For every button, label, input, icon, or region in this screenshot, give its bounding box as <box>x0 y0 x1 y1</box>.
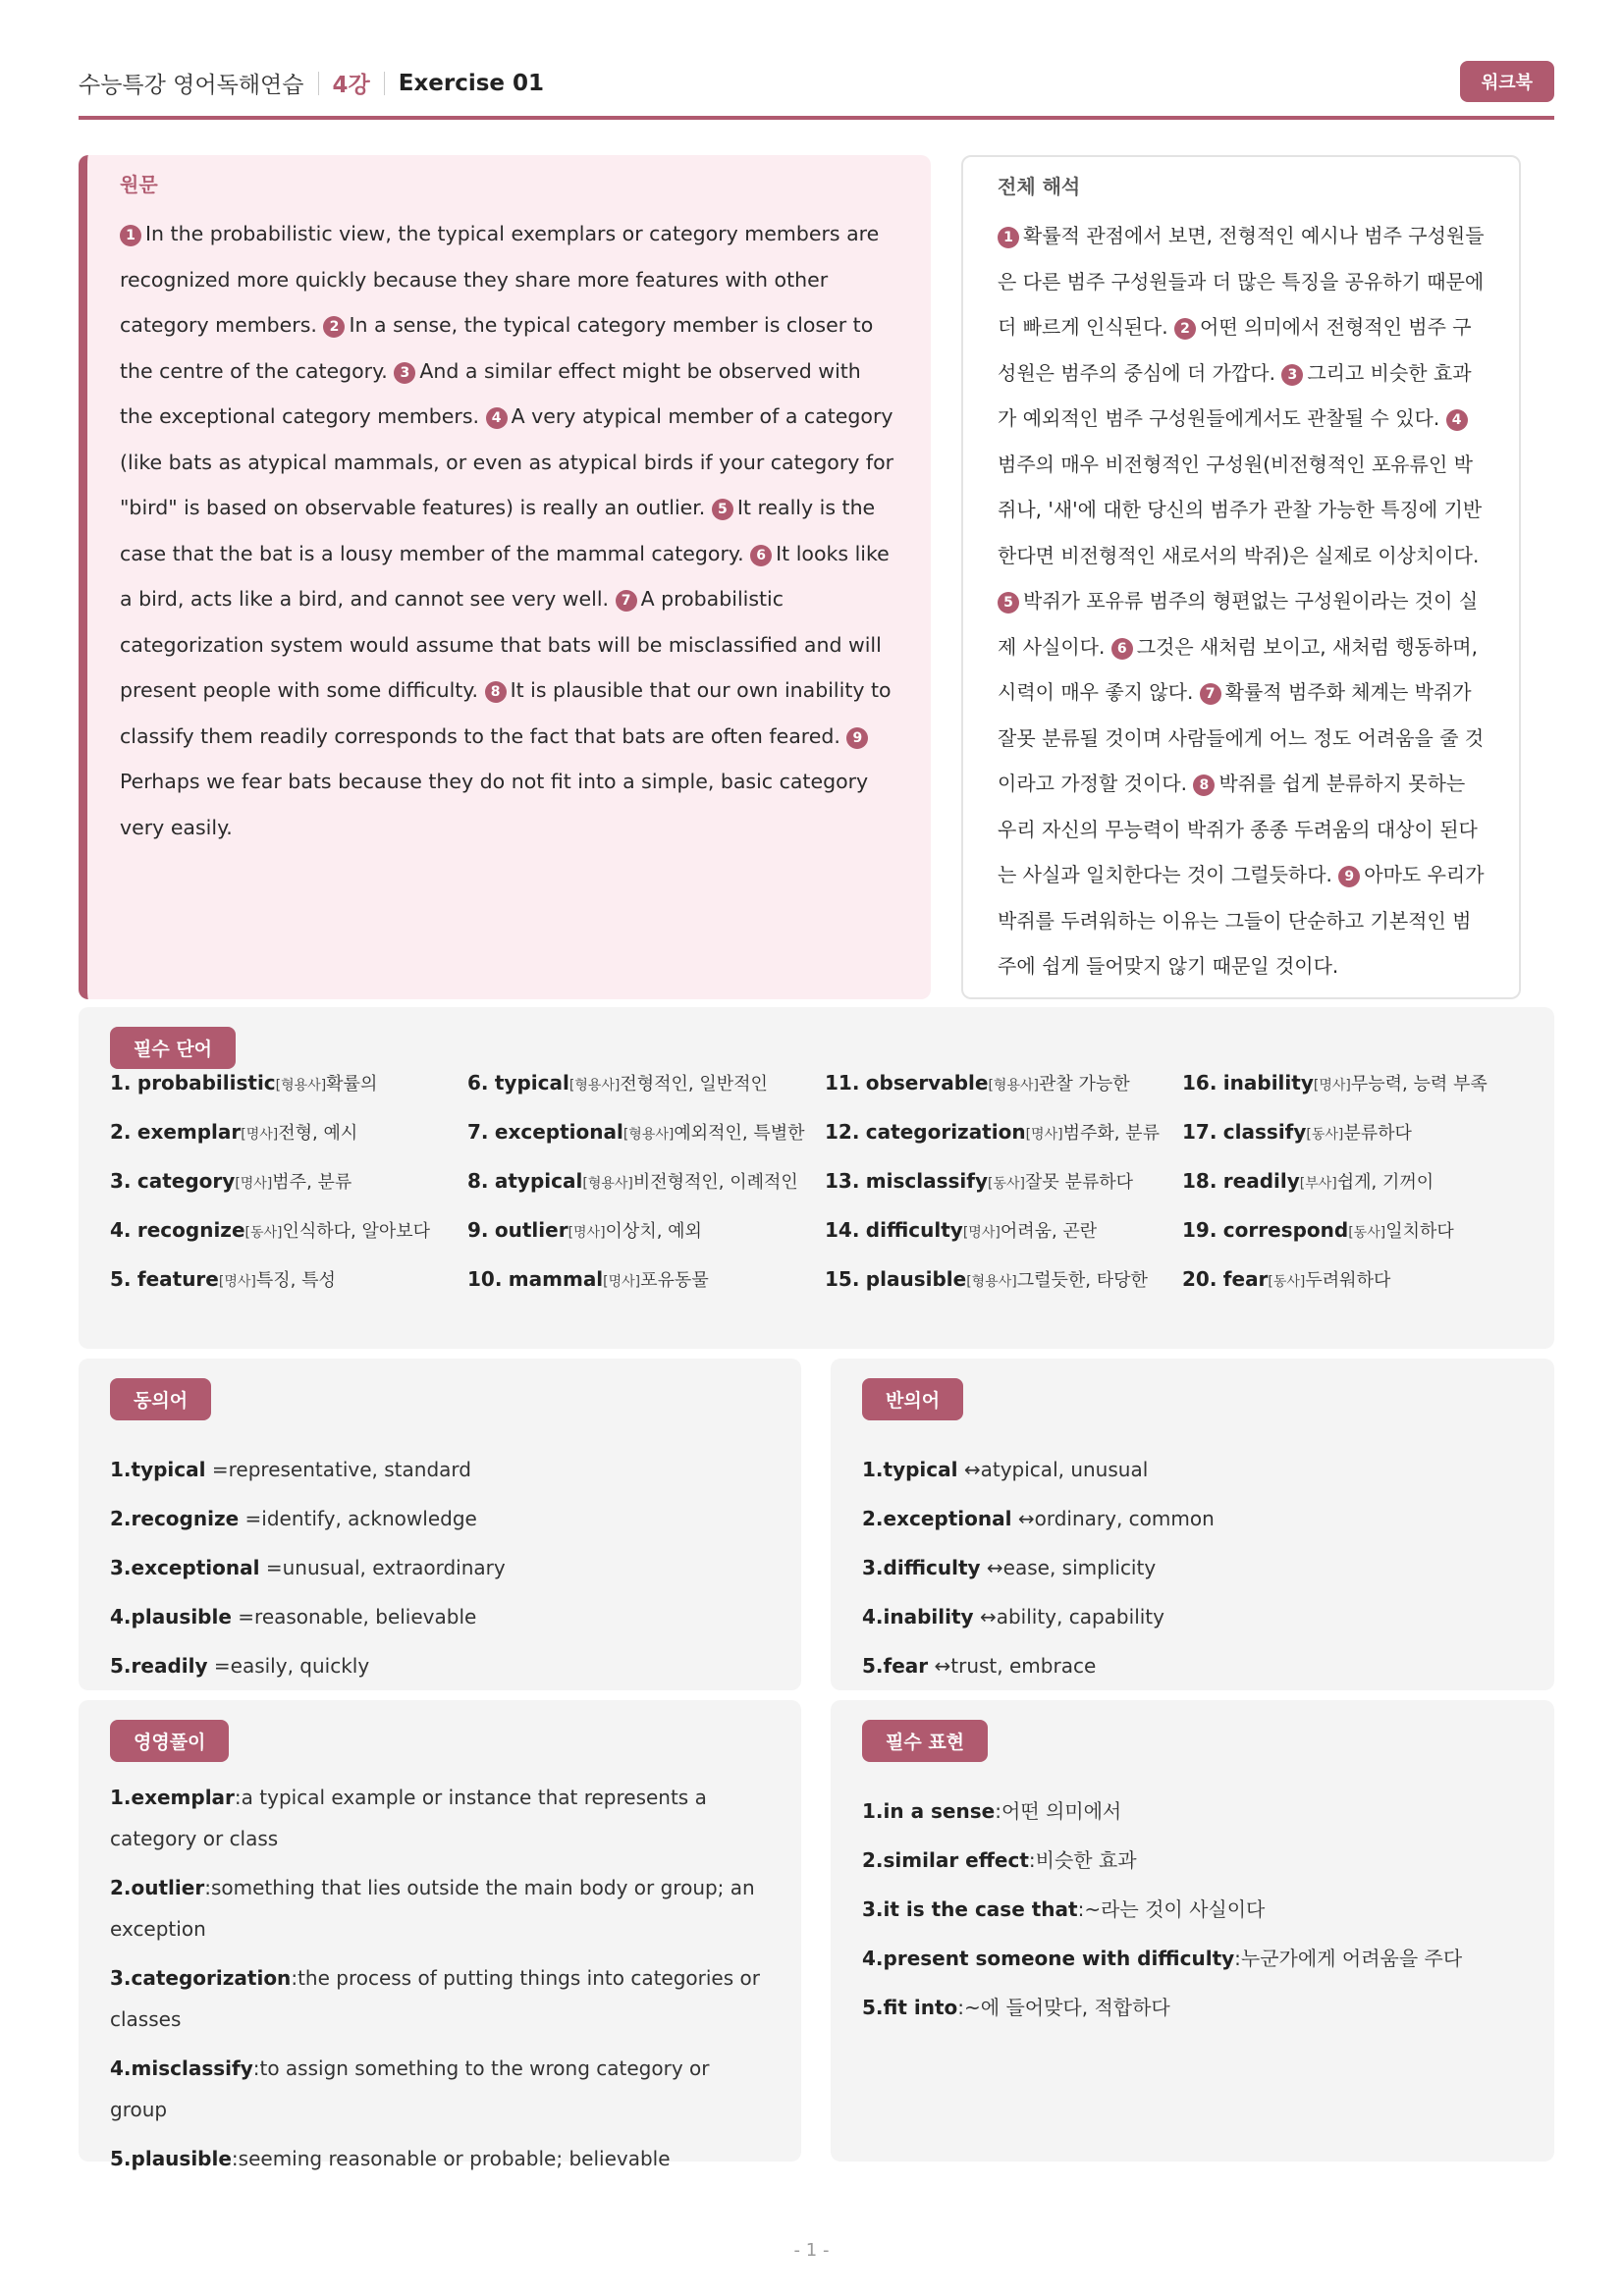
vocab-pos: [형용사] <box>568 1078 621 1094</box>
synonym-text: representative, standard <box>228 1458 471 1481</box>
definition-text: something that lies outside the main body or group; an exception <box>110 1876 755 1941</box>
antonym-text: ease, simplicity <box>1002 1556 1157 1579</box>
expression-word: in a sense <box>883 1799 996 1823</box>
expression-symbol: : <box>995 1799 1001 1823</box>
vocab-meaning: 특징, 특성 <box>255 1270 336 1291</box>
vocab-pos: [부사] <box>1299 1176 1337 1192</box>
vocab-pos: [명사] <box>241 1127 279 1143</box>
definition-text: the process of putting things into categories or classes <box>110 1966 760 2031</box>
vocab-item <box>467 1070 825 1119</box>
translation-sentence: 아마도 우리가 박쥐를 두려워하는 이유는 그들이 단순하고 기본적인 범주에 쉽게 들어맞지 않기 때문일 것이다. <box>998 863 1485 978</box>
vocab-item <box>1182 1168 1524 1217</box>
vocab-pos: [형용사] <box>988 1078 1039 1094</box>
workbook-badge: 워크북 <box>1460 61 1554 102</box>
translation-sentence: 범주의 매우 비전형적인 구성원(비전형적인 포유류인 박쥐나, '새'에 대한 당신의 범주가 관찰 가능한 특징에 기반한다면 비전형적인 새로서의 박쥐)은 실제로 이상치이다. <box>998 452 1483 567</box>
expression-text: ~에 들어맞다, 적합하다 <box>964 1996 1170 2019</box>
definition-item <box>110 2048 768 2130</box>
sentence-number-badge: 4 <box>486 407 508 429</box>
vocab-item <box>467 1119 825 1168</box>
expression-word: fit into <box>883 1996 958 2019</box>
antonym-item <box>862 1641 1535 1690</box>
synonym-item <box>110 1494 782 1543</box>
translation-sentence: 확률적 관점에서 보면, 전형적인 예시나 범주 구성원들은 다른 범주 구성원들과 더 많은 특징을 공유하기 때문에 더 빠르게 인식된다. <box>998 224 1485 339</box>
vocab-word: exceptional <box>494 1120 623 1144</box>
original-sentence: In a sense, the typical category member is closer to the centre of the category. <box>120 313 874 383</box>
expression-symbol: : <box>1234 1947 1241 1970</box>
vocab-label: 필수 단어 <box>110 1027 236 1069</box>
vocab-item <box>1182 1119 1524 1168</box>
definition-item <box>110 1867 768 1949</box>
vocab-word: feature <box>136 1267 219 1291</box>
synonym-item <box>110 1592 782 1641</box>
antonym-number: 3. <box>862 1556 884 1579</box>
vocab-number: 5. <box>110 1267 132 1291</box>
vocab-item <box>467 1168 825 1217</box>
vocab-meaning: 전형적인, 일반적인 <box>620 1074 768 1095</box>
vocab-word: correspond <box>1222 1218 1349 1242</box>
expression-item <box>862 1885 1535 1934</box>
expression-text: 비슷한 효과 <box>1035 1848 1137 1872</box>
vocab-number: 7. <box>467 1120 489 1144</box>
vocab-pos: [동사] <box>1348 1225 1386 1241</box>
antonym-item <box>862 1543 1535 1592</box>
sentence-number-badge: 6 <box>1111 638 1133 660</box>
expressions-list <box>862 1787 1535 2032</box>
sentence-number-badge: 2 <box>1174 318 1196 340</box>
divider <box>384 72 385 95</box>
vocab-number: 10. <box>467 1267 503 1291</box>
definition-number: 5. <box>110 2147 132 2170</box>
vocab-number: 8. <box>467 1169 489 1193</box>
vocab-item <box>467 1266 825 1315</box>
synonyms-label: 동의어 <box>110 1378 211 1420</box>
antonym-symbol: ↔ <box>1011 1507 1035 1530</box>
synonym-text: identify, acknowledge <box>261 1507 477 1530</box>
vocab-meaning: 관찰 가능한 <box>1038 1074 1130 1095</box>
vocab-meaning: 이상치, 예외 <box>605 1221 702 1242</box>
synonym-symbol: = <box>205 1458 229 1481</box>
expression-word: it is the case that <box>883 1897 1078 1921</box>
vocab-number: 4. <box>110 1218 132 1242</box>
vocab-meaning: 예외적인, 특별한 <box>674 1123 805 1144</box>
definition-item <box>110 2138 768 2179</box>
expression-number: 4. <box>862 1947 884 1970</box>
antonym-number: 5. <box>862 1654 884 1678</box>
antonym-item <box>862 1445 1535 1494</box>
vocab-meaning: 어려움, 곤란 <box>1000 1221 1098 1242</box>
vocab-pos: [명사] <box>235 1176 273 1192</box>
original-sentence: And a similar effect might be observed with the exceptional category members. <box>120 358 861 428</box>
vocab-pos: [동사] <box>1306 1127 1344 1143</box>
antonym-word: exceptional <box>883 1507 1012 1530</box>
vocab-word: typical <box>494 1071 569 1095</box>
vocab-item <box>110 1266 467 1315</box>
definition-word: exemplar <box>131 1786 235 1809</box>
sentence-number-badge: 3 <box>1281 364 1303 386</box>
sentence-number-badge: 7 <box>1200 683 1221 705</box>
antonym-item <box>862 1592 1535 1641</box>
vocab-pos: [형용사] <box>966 1274 1017 1290</box>
vocab-meaning: 인식하다, 알아보다 <box>282 1221 431 1242</box>
vocab-meaning: 비전형적인, 이례적인 <box>632 1172 798 1193</box>
vocab-meaning: 분류하다 <box>1343 1123 1412 1144</box>
vocab-word: misclassify <box>865 1169 989 1193</box>
vocab-number: 13. <box>825 1169 860 1193</box>
definition-number: 1. <box>110 1786 132 1809</box>
expression-number: 1. <box>862 1799 884 1823</box>
sentence-number-badge: 7 <box>616 590 637 612</box>
definitions-list <box>110 1777 768 2187</box>
antonym-symbol: ↔ <box>980 1556 1003 1579</box>
expression-item <box>862 1836 1535 1885</box>
vocab-meaning: 범주, 분류 <box>272 1172 352 1193</box>
expressions-label: 필수 표현 <box>862 1720 988 1762</box>
vocab-number: 19. <box>1182 1218 1217 1242</box>
vocab-number: 9. <box>467 1218 489 1242</box>
synonym-word: exceptional <box>131 1556 260 1579</box>
synonym-word: typical <box>131 1458 206 1481</box>
definition-symbol: : <box>231 2147 239 2170</box>
definition-symbol: : <box>204 1876 211 1899</box>
sentence-number-badge: 8 <box>1193 774 1215 796</box>
sentence-number-badge: 6 <box>750 545 772 566</box>
vocab-word: fear <box>1222 1267 1269 1291</box>
translation-sentence: 그것은 새처럼 보이고, 새처럼 행동하며, 시력이 매우 좋지 않다. <box>998 634 1478 704</box>
definition-text: to assign something to the wrong category or group <box>110 2056 710 2121</box>
antonym-text: ability, capability <box>996 1605 1164 1629</box>
definition-item <box>110 1777 768 1859</box>
vocab-pos: [명사] <box>962 1225 1001 1241</box>
synonym-number: 2. <box>110 1507 132 1530</box>
vocab-number: 2. <box>110 1120 132 1144</box>
expression-item <box>862 1934 1535 1983</box>
original-passage <box>120 211 899 850</box>
sentence-number-badge: 2 <box>323 316 345 338</box>
synonym-number: 1. <box>110 1458 132 1481</box>
vocab-number: 6. <box>467 1071 489 1095</box>
synonym-item <box>110 1641 782 1690</box>
vocab-word: categorization <box>865 1120 1026 1144</box>
vocab-word: classify <box>1222 1120 1307 1144</box>
antonym-text: ordinary, common <box>1034 1507 1215 1530</box>
vocab-meaning: 무능력, 능력 부족 <box>1350 1074 1488 1095</box>
vocab-pos: [명사] <box>1025 1127 1063 1143</box>
vocab-number: 11. <box>825 1071 860 1095</box>
vocab-pos: [형용사] <box>275 1078 327 1094</box>
vocab-word: atypical <box>494 1169 583 1193</box>
expression-symbol: : <box>1028 1848 1036 1872</box>
vocab-word: outlier <box>494 1218 568 1242</box>
sentence-number-badge: 5 <box>998 592 1019 614</box>
vocab-item <box>110 1070 467 1119</box>
vocab-meaning: 확률의 <box>326 1074 378 1095</box>
vocab-meaning: 두려워하다 <box>1305 1270 1391 1291</box>
synonym-number: 4. <box>110 1605 132 1629</box>
original-sentence: It is plausible that our own inability to classify them readily corresponds to the fact that bats are often feared. <box>120 678 892 748</box>
vocab-meaning: 범주화, 분류 <box>1062 1123 1160 1144</box>
sentence-number-badge: 5 <box>712 499 733 520</box>
vocab-number: 15. <box>825 1267 860 1291</box>
exercise-label: Exercise 01 <box>398 70 545 96</box>
synonym-symbol: = <box>207 1654 231 1678</box>
vocab-item <box>467 1217 825 1266</box>
translation-sentence: 어떤 의미에서 전형적인 범주 구성원은 범주의 중심에 더 가깝다. <box>998 315 1472 385</box>
synonym-word: readily <box>131 1654 208 1678</box>
vocab-item <box>1182 1070 1524 1119</box>
sentence-number-badge: 1 <box>998 227 1019 248</box>
synonym-number: 5. <box>110 1654 132 1678</box>
definitions-panel <box>79 1700 801 2170</box>
antonym-number: 2. <box>862 1507 884 1530</box>
antonym-symbol: ↔ <box>973 1605 997 1629</box>
vocab-meaning: 잘못 분류하다 <box>1025 1172 1134 1193</box>
sentence-number-badge: 3 <box>394 362 415 384</box>
synonyms-list <box>110 1445 782 1690</box>
sentence-number-badge: 4 <box>1446 409 1468 431</box>
original-sentence: Perhaps we fear bats because they do not fit into a simple, basic category very easily. <box>120 770 869 839</box>
expressions-panel <box>831 1700 1554 2162</box>
vocab-word: observable <box>865 1071 989 1095</box>
expression-number: 3. <box>862 1897 884 1921</box>
synonym-symbol: = <box>231 1605 255 1629</box>
page-number: - 1 - <box>793 2240 830 2261</box>
vocab-pos: [명사] <box>603 1274 641 1290</box>
expression-text: ~라는 것이 사실이다 <box>1084 1897 1266 1921</box>
original-sentence: It really is the case that the bat is a lousy member of the mammal category. <box>120 496 876 565</box>
antonym-word: typical <box>883 1458 958 1481</box>
vocab-pos: [명사] <box>218 1274 256 1290</box>
antonyms-panel <box>831 1359 1554 1690</box>
vocab-word: readily <box>1222 1169 1300 1193</box>
expression-number: 2. <box>862 1848 884 1872</box>
expression-word: similar effect <box>883 1848 1029 1872</box>
definition-word: categorization <box>131 1966 292 1990</box>
vocab-word: probabilistic <box>136 1071 276 1095</box>
translation-passage <box>998 213 1488 989</box>
vocab-item <box>110 1217 467 1266</box>
definition-word: outlier <box>131 1876 205 1899</box>
vocab-pos: [명사] <box>1313 1078 1351 1094</box>
antonym-word: difficulty <box>883 1556 981 1579</box>
vocab-meaning: 일치하다 <box>1385 1221 1454 1242</box>
vocab-pos: [동사] <box>1268 1274 1306 1290</box>
synonym-item <box>110 1445 782 1494</box>
vocab-item <box>1182 1266 1524 1315</box>
antonym-word: inability <box>883 1605 974 1629</box>
antonym-symbol: ↔ <box>928 1654 951 1678</box>
expression-symbol: : <box>1077 1897 1085 1921</box>
antonym-number: 1. <box>862 1458 884 1481</box>
vocab-word: difficulty <box>865 1218 963 1242</box>
expression-number: 5. <box>862 1996 884 2019</box>
translation-label: 전체 해석 <box>998 175 1081 198</box>
vocab-item <box>110 1168 467 1217</box>
synonym-text: unusual, extraordinary <box>282 1556 506 1579</box>
synonym-text: reasonable, believable <box>254 1605 477 1629</box>
expression-text: 누군가에게 어려움을 주다 <box>1240 1947 1463 1970</box>
original-sentence: It looks like a bird, acts like a bird, and cannot see very well. <box>120 541 890 611</box>
antonym-symbol: ↔ <box>957 1458 981 1481</box>
sentence-number-badge: 9 <box>846 727 868 749</box>
vocab-number: 14. <box>825 1218 860 1242</box>
translation-sentence: 박쥐를 쉽게 분류하지 못하는 우리 자신의 무능력이 박쥐가 종종 두려움의 대상이 된다는 사실과 일치한다는 것이 그럴듯하다. <box>998 772 1478 886</box>
vocab-meaning: 쉽게, 기꺼이 <box>1336 1172 1434 1193</box>
vocab-grid <box>110 1070 1524 1315</box>
vocab-item <box>110 1119 467 1168</box>
original-sentence: In the probabilistic view, the typical exemplars or category members are recognized more quickly because they share more features with other category members. <box>120 222 880 337</box>
vocab-pos: [형용사] <box>582 1176 633 1192</box>
definition-symbol: : <box>291 1966 298 1990</box>
vocab-word: inability <box>1222 1071 1314 1095</box>
vocab-number: 20. <box>1182 1267 1217 1291</box>
synonym-number: 3. <box>110 1556 132 1579</box>
vocab-pos: [동사] <box>988 1176 1025 1192</box>
definition-text: seeming reasonable or probable; believable <box>238 2147 671 2170</box>
expression-word: present someone with difficulty <box>883 1947 1235 1970</box>
definition-number: 4. <box>110 2056 132 2080</box>
antonym-text: atypical, unusual <box>980 1458 1149 1481</box>
vocab-item <box>825 1266 1182 1315</box>
antonym-item <box>862 1494 1535 1543</box>
vocab-word: plausible <box>865 1267 967 1291</box>
vocab-number: 12. <box>825 1120 860 1144</box>
vocab-number: 18. <box>1182 1169 1217 1193</box>
synonym-item <box>110 1543 782 1592</box>
synonym-word: recognize <box>131 1507 240 1530</box>
translation-panel <box>961 155 1521 999</box>
synonym-word: plausible <box>131 1605 232 1629</box>
divider <box>318 72 319 95</box>
sentence-number-badge: 1 <box>120 225 141 246</box>
vocab-item <box>1182 1217 1524 1266</box>
synonym-text: easily, quickly <box>230 1654 370 1678</box>
chapter-label: 4강 <box>332 73 370 98</box>
vocab-pos: [형용사] <box>622 1127 675 1143</box>
synonym-symbol: = <box>239 1507 262 1530</box>
vocab-number: 16. <box>1182 1071 1217 1095</box>
vocab-word: mammal <box>508 1267 604 1291</box>
vocab-panel <box>79 1007 1554 1349</box>
header-title-group <box>79 67 544 99</box>
vocab-item <box>825 1119 1182 1168</box>
vocab-item <box>825 1168 1182 1217</box>
vocab-item <box>825 1070 1182 1119</box>
definition-number: 3. <box>110 1966 132 1990</box>
expression-item <box>862 1983 1535 2032</box>
synonyms-panel <box>79 1359 801 1690</box>
synonym-symbol: = <box>259 1556 283 1579</box>
definition-number: 2. <box>110 1876 132 1899</box>
vocab-meaning: 그럴듯한, 타당한 <box>1016 1270 1148 1291</box>
vocab-number: 3. <box>110 1169 132 1193</box>
vocab-meaning: 전형, 예시 <box>278 1123 358 1144</box>
original-sentence: A very atypical member of a category (like bats as atypical mammals, or even as atypical birds if your category for "bird" is based on observable features) is really an outlier. <box>120 404 894 519</box>
sentence-number-badge: 9 <box>1338 866 1360 887</box>
vocab-pos: [명사] <box>568 1225 606 1241</box>
original-text-panel <box>79 155 931 999</box>
expression-item <box>862 1787 1535 1836</box>
definition-word: misclassify <box>131 2056 253 2080</box>
antonym-number: 4. <box>862 1605 884 1629</box>
vocab-word: exemplar <box>136 1120 242 1144</box>
antonym-text: trust, embrace <box>950 1654 1097 1678</box>
vocab-number: 1. <box>110 1071 132 1095</box>
definitions-label: 영영풀이 <box>110 1720 229 1762</box>
vocab-pos: [동사] <box>244 1225 283 1241</box>
original-label: 원문 <box>120 173 158 196</box>
book-title: 수능특강 영어독해연습 <box>79 73 304 98</box>
definition-word: plausible <box>131 2147 232 2170</box>
original-sentence: A probabilistic categorization system would assume that bats will be misclassified and will present people with some difficulty. <box>120 587 882 702</box>
expression-symbol: : <box>957 1996 965 2019</box>
antonyms-label: 반의어 <box>862 1378 963 1420</box>
sentence-number-badge: 8 <box>485 681 507 703</box>
translation-sentence: 박쥐가 포유류 범주의 형편없는 구성원이라는 것이 실제 사실이다. <box>998 589 1479 659</box>
vocab-word: category <box>136 1169 236 1193</box>
vocab-item <box>825 1217 1182 1266</box>
definition-item <box>110 1957 768 2040</box>
vocab-word: recognize <box>136 1218 245 1242</box>
definition-symbol: : <box>234 1786 242 1809</box>
page-header <box>79 61 1554 120</box>
definition-text: a typical example or instance that represents a category or class <box>110 1786 707 1850</box>
vocab-number: 17. <box>1182 1120 1217 1144</box>
antonyms-list <box>862 1445 1535 1690</box>
expression-text: 어떤 의미에서 <box>1001 1799 1122 1823</box>
antonym-word: fear <box>883 1654 929 1678</box>
definition-symbol: : <box>252 2056 260 2080</box>
vocab-meaning: 포유동물 <box>640 1270 709 1291</box>
translation-sentence: 확률적 범주화 체계는 박쥐가 잘못 분류될 것이며 사람들에게 어느 정도 어려움을 줄 것이라고 가정할 것이다. <box>998 680 1485 795</box>
translation-sentence: 그리고 비슷한 효과가 예외적인 범주 구성원들에게서도 관찰될 수 있다. <box>998 360 1472 430</box>
